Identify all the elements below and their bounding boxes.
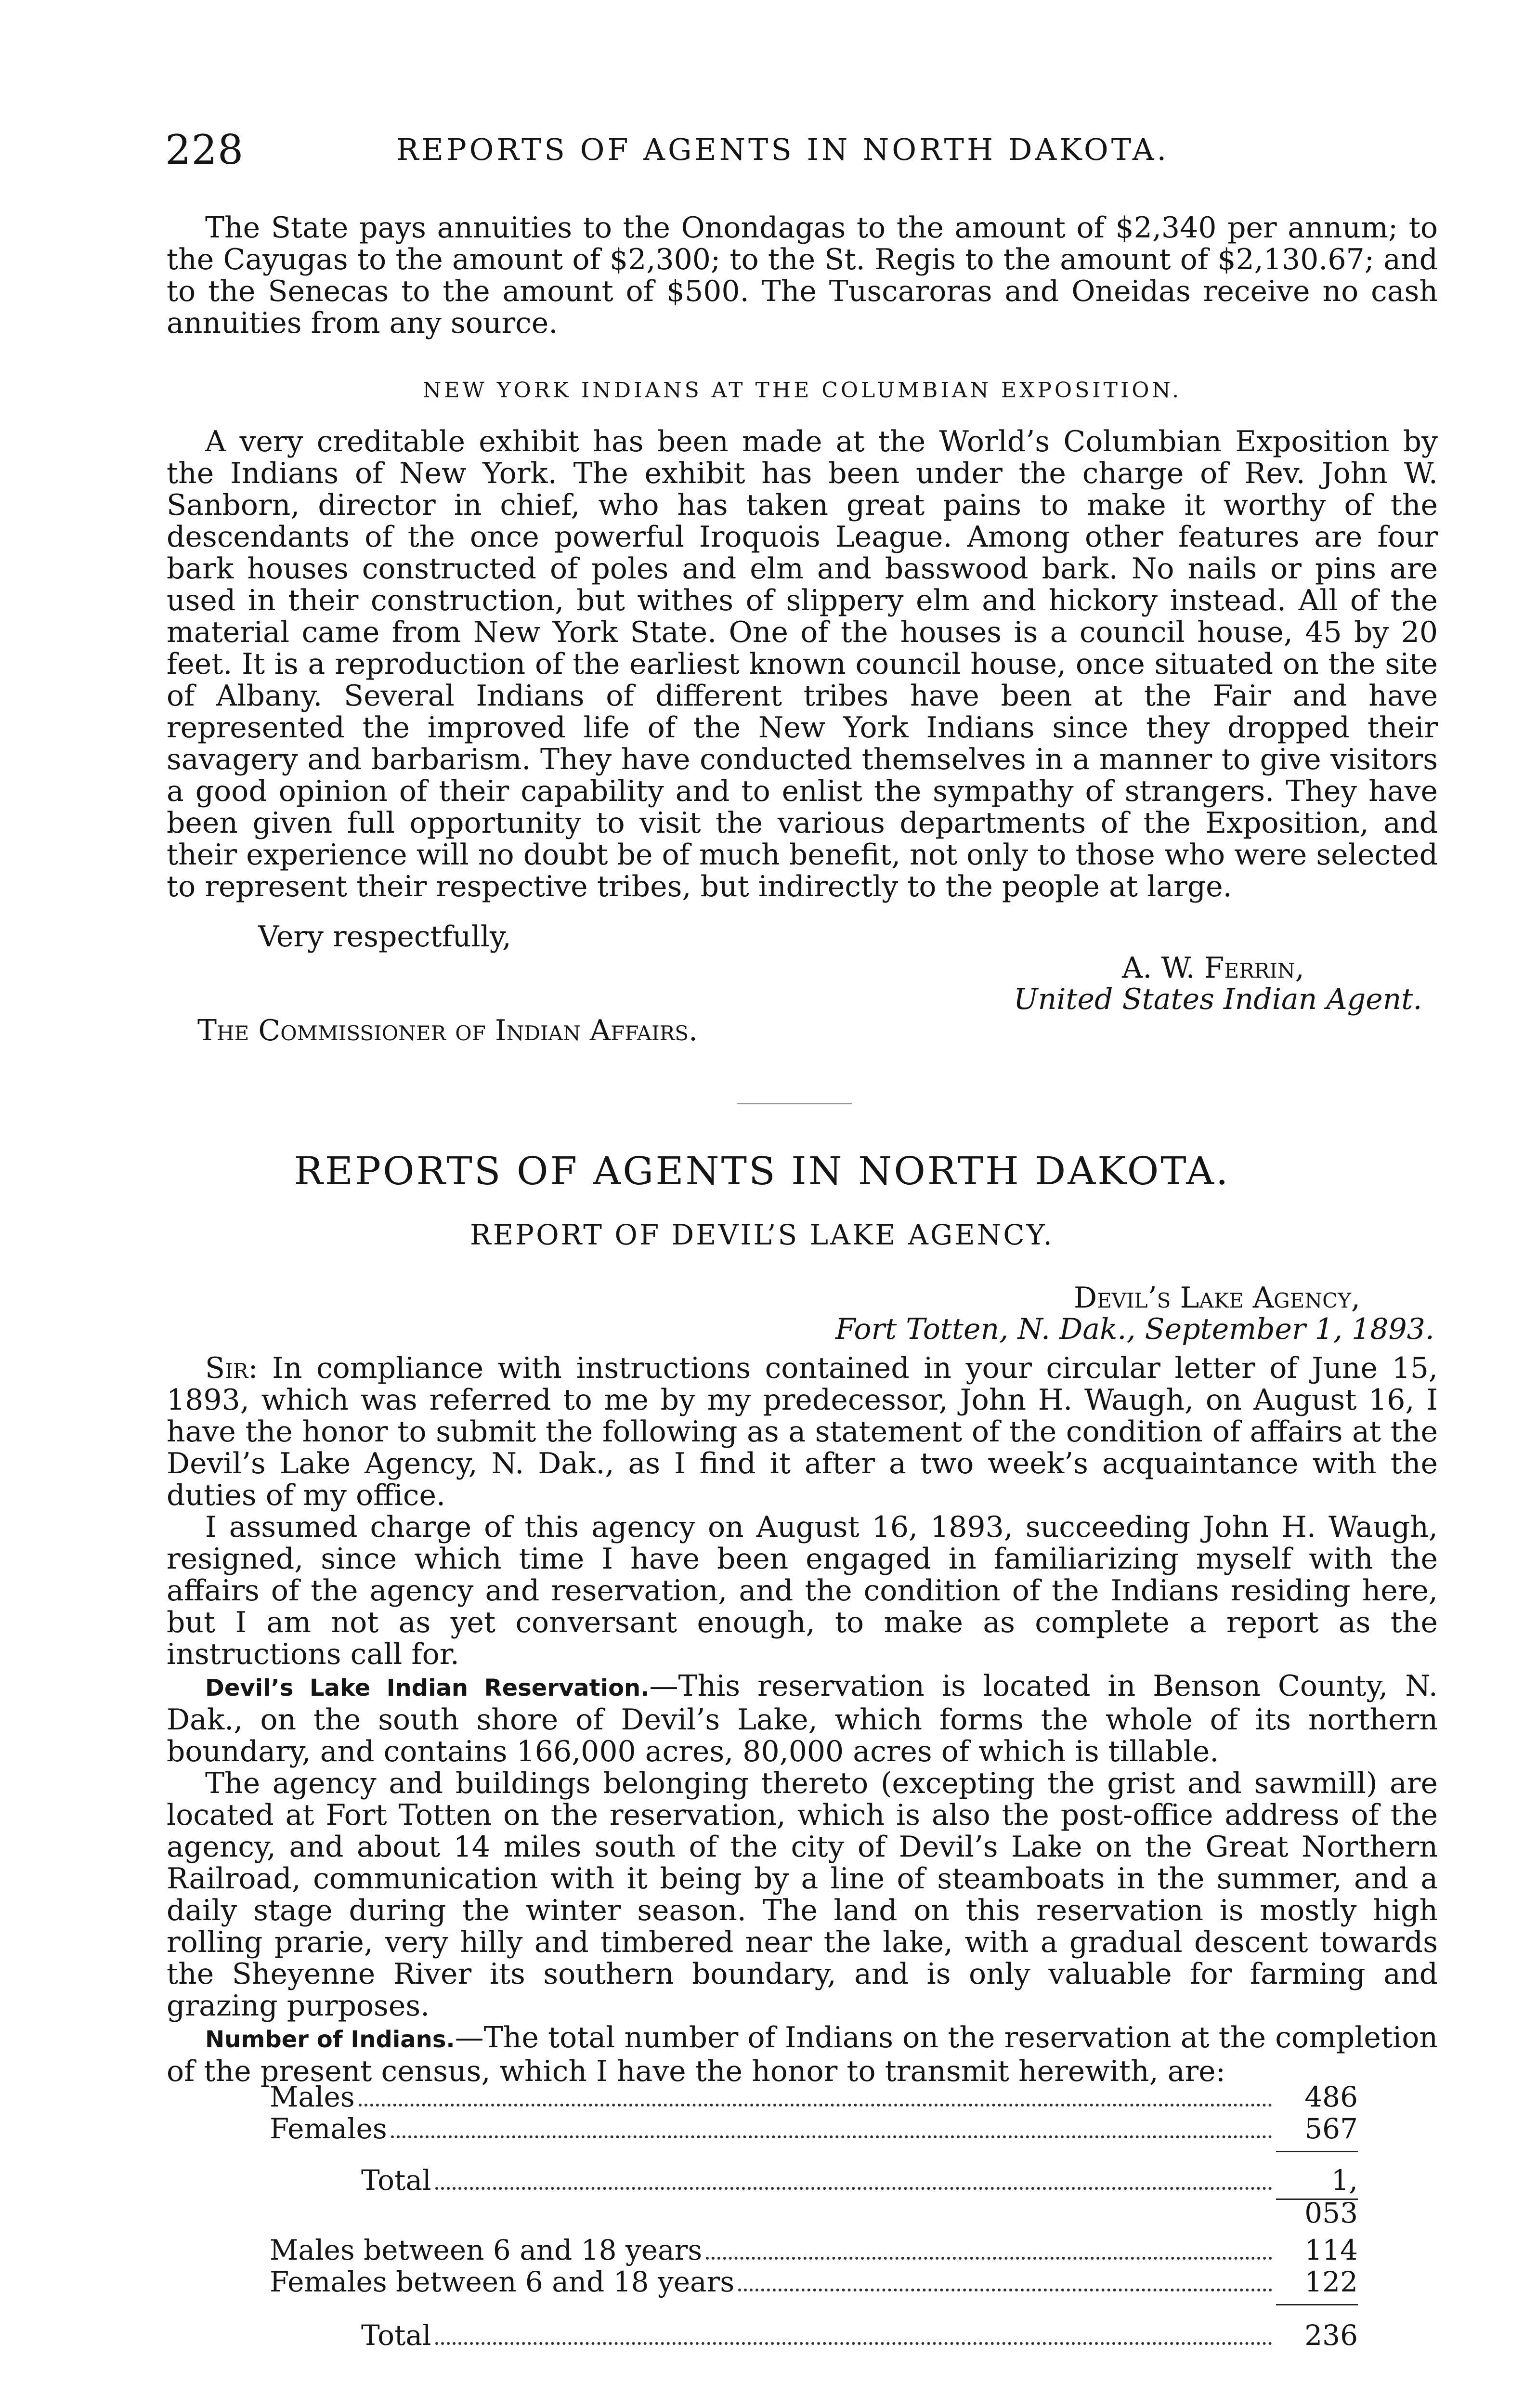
census-row-females: Females 567 [270,2112,1358,2145]
signer-name: A. W. Ferrin, [1122,951,1304,985]
census-row-total-2: Total 236 [361,2319,1358,2352]
salutation: Very respectfully, [258,920,511,954]
running-title: REPORTS OF AGENTS IN NORTH DAKOTA. [396,132,1170,167]
census-row-total: Total 1, 053 [361,2164,1358,2229]
census-row-males-6-18: Males between 6 and 18 years 114 [270,2234,1358,2266]
page-header [165,126,1436,179]
exposition-body: A very creditable exhibit has been made at the World’s Columbian Exposition by the Indians of New York. The exhibit has been under the charge of Rev. John W. Sanborn, director in chief, who has taken great pains to make it worthy of the descendants of the once powerful Iroquois League. Among other features are four bark houses constructed of poles and elm and basswood bark. No nails or pins are used in their construction, but withes of slippery elm and hickory instead. All of the material came from New York State. One of the houses is a council house, 45 by 20 feet. It is a reproduction of the earliest known council house, once situated on the site of Albany. Several Indians of different tribes have been at the Fair and have represented the improved life of the New York Indians since they dropped their savagery and barbarism. They have conducted themselves in a manner to give visitors a good opinion of their capability and to enlist the sympathy of strangers. They have been given full opportunity to visit the various departments of the Exposition, and their experience will no doubt be of much benefit, not only to those who were selected to represent their respective tribes, but indirectly to the people at large. [167,425,1438,903]
dateline-place-date: Fort Totten, N. Dak., September 1, 1893. [835,1312,1434,1346]
census-row-males: Males 486 [270,2081,1358,2113]
report-p5-text: —The total number of Indians on the reservation at the completion of the present census, which I have the honor to transmit herewith, are: [167,2021,1438,2088]
salutation-sir: Sir: [205,1351,258,1385]
dateline-agency: Devil’s Lake Agency, [1074,1281,1361,1315]
report-paragraph-4: The agency and buildings belonging thereto (excepting the grist and sawmill) are located at Fort Totten on the reservation, which is also the post-office address of the agency, and about 14 miles south of the city of Devil’s Lake on the Great Northern Railroad, communication with it being by a line of steamboats in the summer, and a daily stage during the winter season. The land on this reservation is mostly high rolling prarie, very hilly and timbered near the lake, with a gradual descent towards the Sheyenne River its southern boundary, and is only valuable for farming and grazing purposes. [167,1767,1438,2023]
section-subtitle: REPORT OF DEVIL’S LAKE AGENCY. [470,1218,1054,1251]
section-title: REPORTS OF AGENTS IN NORTH DAKOTA. [294,1149,1230,1193]
page-number: 228 [165,126,244,173]
section-divider [737,1103,852,1104]
report-p3-text: —This reservation is located in Benson County, N. Dak., on the south shore of Devil’s Lake, which forms the whole of its northern boundary, and contains 166,000 acres, 80,000 acres of which is tillable. [167,1669,1438,1768]
census-table [270,2081,1358,2351]
report-p1-text: In compliance with instructions contained in your circular letter of June 15, 1893, which was referred to me by my predecessor, John H. Waugh, on August 16, I have the honor to submit the following as a statement of the condition of affairs at the Devil’s Lake Agency, N. Dak., as I find it after a two week’s acquaintance with the duties of my office. [167,1351,1438,1512]
report-paragraph-3 [167,1670,1438,1767]
report-paragraph-2: I assumed charge of this agency on August 16, 1893, succeeding John H. Waugh, resigned, since which time I have been engaged in familiarizing myself with the affairs of the agency and reservation, and the condition of the Indians residing here, but I am not as yet conversant enough, to make as complete a report as the instructions call for. [167,1510,1438,1671]
number-runhead: Number of Indians. [205,2026,455,2053]
addressee: The Commissioner of Indian Affairs. [197,1014,698,1047]
intro-paragraph: The State pays annuities to the Onondagas to the amount of $2,340 per annum; to the Cayugas to the amount of $2,300; to the St. Regis to the amount of $2,130.67; and to the Senecas to the amount of $500. The Tuscaroras and Oneidas receive no cash annuities from any source. [167,211,1438,340]
reservation-runhead: Devil’s Lake Indian Reservation. [205,1675,650,1701]
signer-title: United States Indian Agent. [1014,982,1422,1016]
exposition-block [167,375,1438,903]
intro-block [167,212,1438,339]
report-paragraph-5 [167,2022,1438,2087]
sum-rule [1276,2304,1358,2305]
census-row-females-6-18: Females between 6 and 18 years 122 [270,2265,1358,2298]
exposition-heading: NEW YORK INDIANS AT THE COLUMBIAN EXPOSITION. [422,378,1182,403]
report-paragraph-1 [167,1352,1438,1511]
report-body [167,1352,1438,2087]
sum-rule [1276,2151,1358,2152]
